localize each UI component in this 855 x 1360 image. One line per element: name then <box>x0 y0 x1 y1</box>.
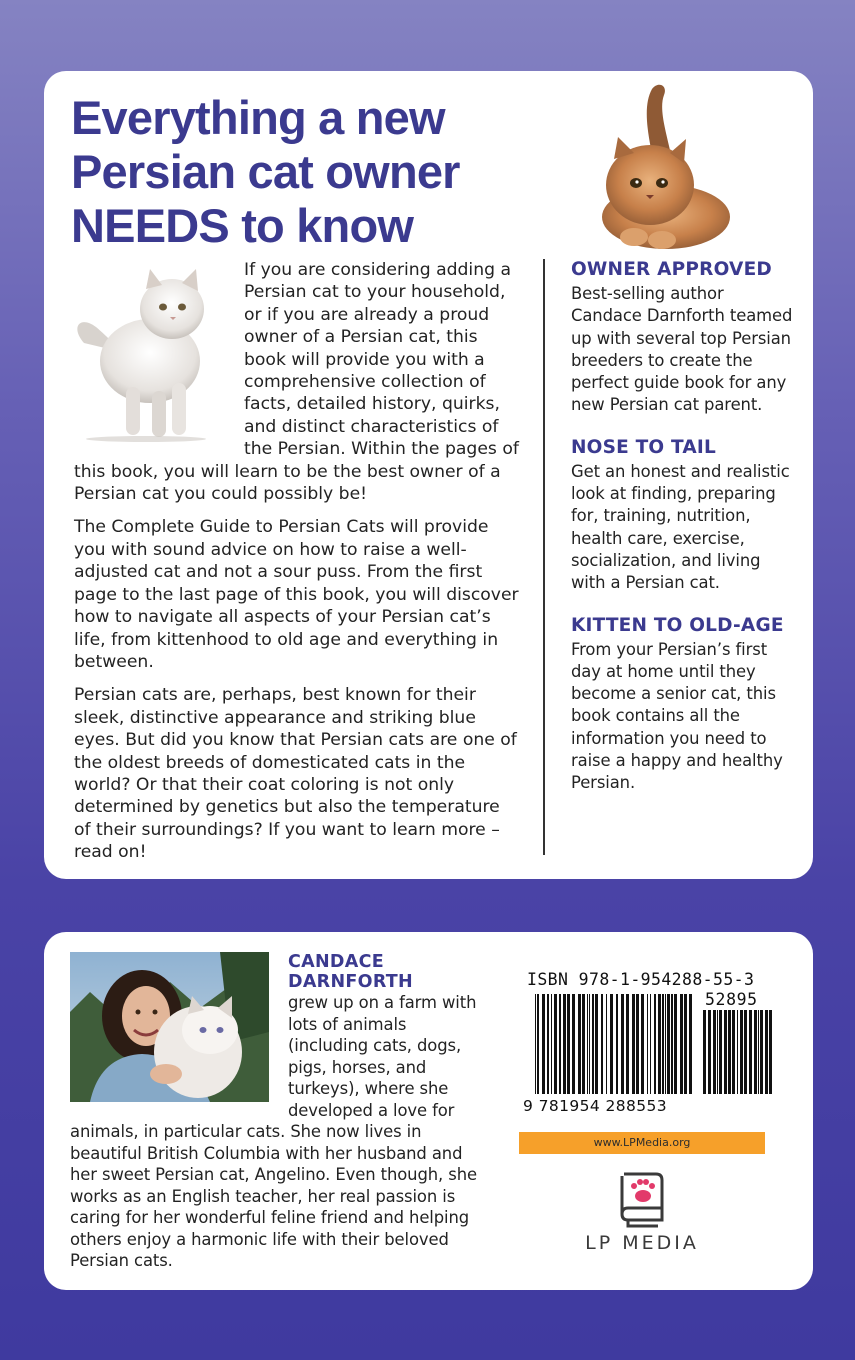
intro-paragraph-1: If you are considering adding a Persian cat to your household, or if you are already a proud owner of a Persian cat, this book will provide you with a comprehensive collection of facts, detailed history, quirks, and distinct characteristics of the Persian. Within the pages of this book, you will learn to be the best owner of a Persian cat you could possibly be! <box>74 260 519 505</box>
barcode-bars <box>521 970 777 1100</box>
author-bio: grew up on a farm with lots of animals (including cats, dogs, pigs, horses, and turkeys), where she developed a love for animals, in particular cats. She now lives in beautiful British Columbia with her husband and her sweet Persian cat, Angelino. Even though, she works as an English teacher, her real passion is caring for her wonderful feline friend and helping others enjoy a harmonic life with their beloved Persian cats. <box>70 993 477 1270</box>
sidebar-body: Get an honest and realistic look at finding, preparing for, training, nutrition, health care, exercise, socialization, and living with a Persian cat. <box>571 461 790 593</box>
sidebar-body: From your Persian’s first day at home until they become a senior cat, this book contains all the information you need to raise a happy and healthy Persian. <box>571 639 783 793</box>
publisher-name: LP MEDIA <box>585 1232 699 1254</box>
sidebar-heading: KITTEN TO OLD-AGE <box>571 614 784 636</box>
sidebar-section-kitten-to-old-age <box>571 615 796 795</box>
white-persian-cat-photo <box>74 257 214 442</box>
description-panel <box>44 71 813 879</box>
sidebar-section-owner-approved <box>571 259 796 417</box>
kitten-photo <box>578 77 738 252</box>
website-link[interactable]: www.LPMedia.org <box>593 1136 691 1149</box>
sidebar-heading: OWNER APPROVED <box>571 259 772 280</box>
sidebar-column <box>571 259 796 815</box>
sidebar-body: Best-selling author Candace Darnforth teamed up with several top Persian breeders to create the perfect guide book for any new Persian cat parent. <box>571 284 793 415</box>
author-photo <box>70 952 269 1102</box>
book-paw-icon <box>582 1170 702 1230</box>
website-bar[interactable] <box>519 1132 765 1154</box>
intro-paragraph-3: Persian cats are, perhaps, best known for their sleek, distinctive appearance and striking blue eyes. But did you know that Persian cats are one of the oldest breeds of domesticated cats in the world? Or that their coat coloring is not only determined by genetics but also the temperature of their surroundings? If you want to learn more – read on! <box>74 685 517 863</box>
author-panel <box>44 932 813 1290</box>
intro-paragraph-2: The Complete Guide to Persian Cats will provide you with sound advice on how to raise a well-adjusted cat and not a sour puss. From the first page to the last page of this book, you will discover how to navigate all aspects of your Persian cat’s life, from kittenhood to old age and everything in between. <box>74 517 519 672</box>
isbn-barcode <box>521 970 777 1120</box>
isbn-label: ISBN 978-1-954288-55-3 <box>527 970 755 989</box>
intro-text-block <box>74 259 519 875</box>
sidebar-section-nose-to-tail <box>571 437 796 595</box>
author-name-last: DARNFORTH <box>288 972 413 992</box>
author-name-first: CANDACE <box>288 952 385 972</box>
column-divider <box>543 259 545 855</box>
headline: Everything a new Persian cat owner NEEDS to know <box>71 91 460 252</box>
author-bio-block <box>70 952 488 1272</box>
sidebar-heading: NOSE TO TAIL <box>571 436 716 458</box>
barcode-number: 9 781954 288553 <box>523 1097 668 1115</box>
publisher-logo <box>582 1170 702 1256</box>
price-code: 52895 <box>705 990 758 1009</box>
